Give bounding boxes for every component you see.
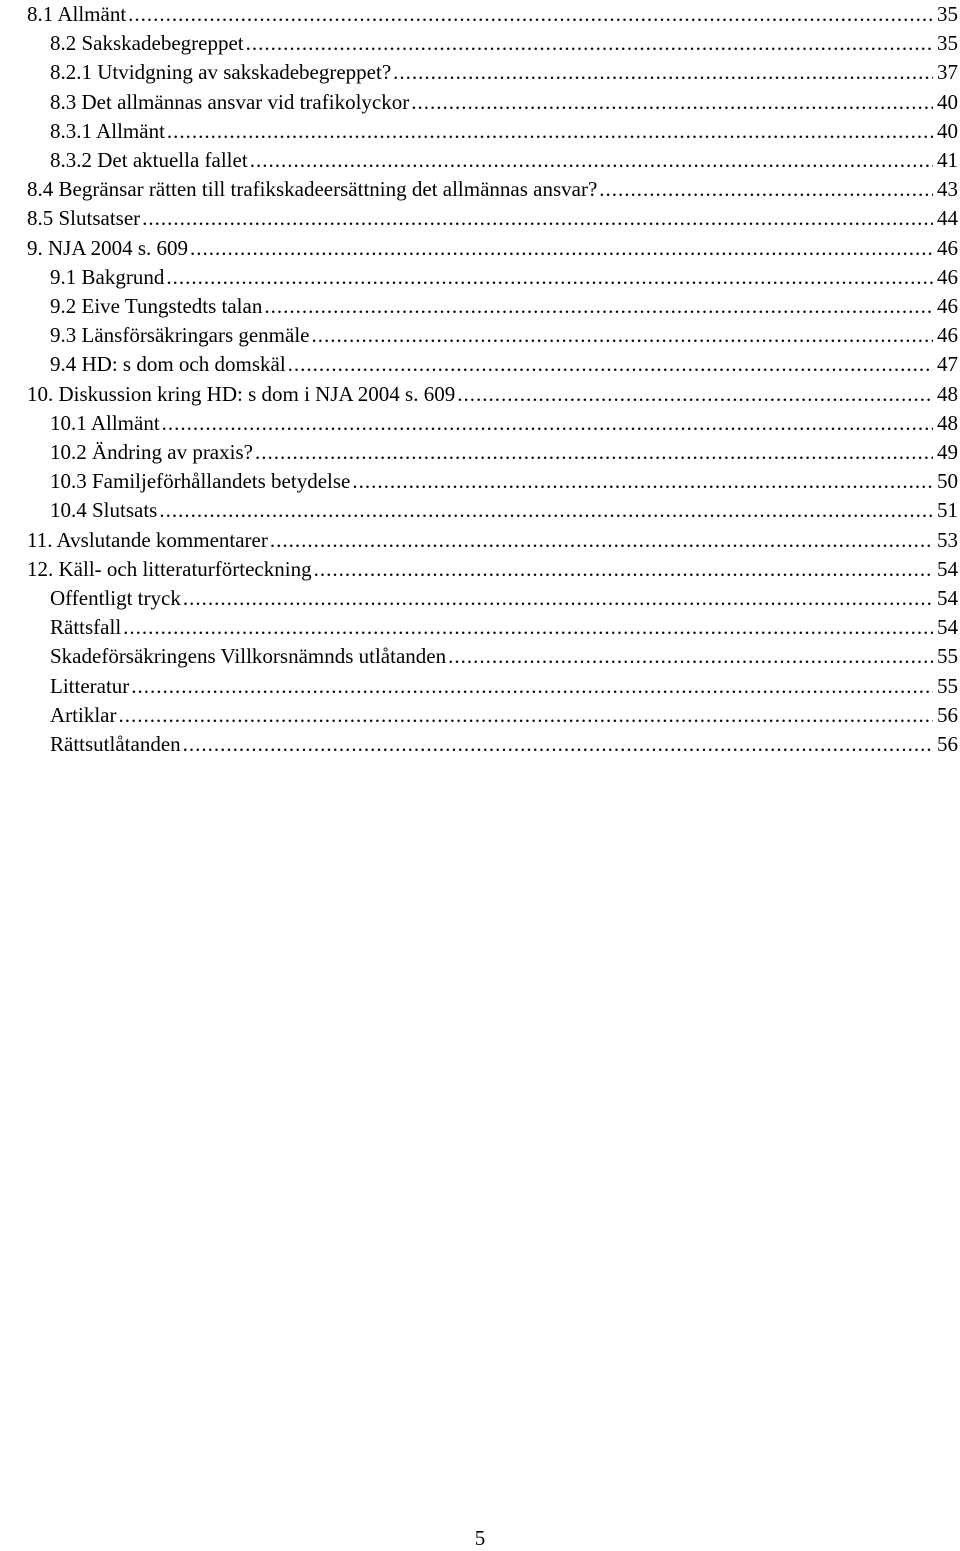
toc-dot-leader [352, 467, 933, 496]
toc-dot-leader [246, 29, 933, 58]
toc-entry-page: 46 [937, 323, 958, 348]
toc-dot-leader [183, 584, 933, 613]
toc-entry-page: 50 [937, 469, 958, 494]
toc-entry[interactable] [50, 672, 958, 701]
toc-dot-leader [183, 730, 933, 759]
toc-entry-title: Litteratur [50, 673, 130, 698]
toc-entry-title: 9. NJA 2004 s. 609 [27, 235, 189, 260]
toc-entry[interactable] [50, 321, 958, 350]
toc-entry[interactable] [50, 701, 958, 730]
toc-entry-page: 46 [937, 294, 958, 318]
toc-entry-page: 35 [937, 31, 958, 56]
toc-dot-leader [255, 438, 933, 467]
toc-entry[interactable] [50, 263, 958, 292]
toc-dot-leader [312, 321, 934, 350]
toc-entry[interactable] [27, 175, 958, 204]
toc-dot-leader [393, 58, 933, 87]
page-number: 5 [474, 1526, 486, 1550]
toc-dot-leader [190, 234, 933, 263]
toc-entry-title: 10.3 Familjeförhållandets betydelse [50, 469, 351, 494]
toc-entry-page: 48 [937, 410, 958, 435]
toc-entry-page: 54 [937, 556, 958, 581]
toc-dot-leader [162, 409, 933, 438]
toc-entry[interactable] [50, 292, 958, 321]
toc-entry-page: 46 [937, 235, 958, 260]
toc-entry-title: 10.2 Ändring av praxis? [50, 440, 253, 464]
toc-entry[interactable] [50, 730, 958, 759]
toc-dot-leader [264, 292, 933, 321]
toc-dot-leader [457, 380, 933, 409]
toc-entry-title: 8.3 Det allmännas ansvar vid trafikolyckor [50, 89, 410, 114]
toc-entry[interactable] [27, 380, 958, 409]
toc-entry-page: 40 [937, 89, 958, 114]
toc-entry-page: 56 [937, 732, 958, 756]
toc-entry-title: Rättsutlåtanden [50, 732, 181, 756]
toc-entry-page: 48 [937, 381, 958, 406]
toc-entry[interactable] [27, 0, 958, 29]
toc-entry-title: 8.2.1 Utvidgning av sakskadebegreppet? [50, 60, 392, 85]
toc-entry-page: 35 [937, 2, 958, 26]
toc-entry[interactable] [50, 467, 958, 496]
toc-entry-page: 40 [937, 118, 958, 143]
toc-entry-page: 55 [937, 644, 958, 669]
toc-dot-leader [118, 701, 933, 730]
toc-entry-page: 37 [937, 60, 958, 85]
toc-entry-page: 53 [937, 527, 958, 552]
toc-entry-page: 54 [937, 615, 958, 640]
toc-entry-title: Artiklar [50, 702, 117, 727]
toc-entry-title: Offentligt tryck [50, 586, 181, 610]
toc-entry-title: 9.1 Bakgrund [50, 264, 165, 289]
toc-dot-leader [270, 526, 933, 555]
toc-entry[interactable] [50, 146, 958, 175]
toc-entry-title: 10. Diskussion kring HD: s dom i NJA 2004 s. 609 [27, 381, 456, 406]
toc-dot-leader [166, 263, 933, 292]
toc-entry-title: Skadeförsäkringens Villkorsnämnds utlåtanden [50, 644, 447, 669]
toc-entry[interactable] [50, 409, 958, 438]
toc-entry[interactable] [27, 204, 958, 233]
toc-entry-title: 8.3.1 Allmänt [50, 118, 165, 143]
toc-entry[interactable] [50, 438, 958, 467]
toc-entry-page: 54 [937, 586, 958, 610]
toc-entry-title: 8.3.2 Det aktuella fallet [50, 148, 248, 172]
toc-entry-page: 51 [937, 498, 958, 523]
toc-entry[interactable] [50, 350, 958, 379]
toc-dot-leader [250, 146, 933, 175]
toc-dot-leader [314, 555, 933, 584]
toc-entry[interactable] [50, 496, 958, 525]
toc-entry[interactable] [50, 88, 958, 117]
toc-dot-leader [159, 496, 933, 525]
toc-dot-leader [123, 613, 933, 642]
toc-entry-page: 46 [937, 264, 958, 289]
toc-dot-leader [411, 88, 933, 117]
toc-entry-title: 8.2 Sakskadebegreppet [50, 31, 244, 56]
toc-entry-title: 12. Käll- och litteraturförteckning [27, 556, 312, 581]
toc-entry[interactable] [50, 584, 958, 613]
toc-entry[interactable] [27, 234, 958, 263]
toc-dot-leader [448, 642, 933, 671]
toc-entry-title: 9.3 Länsförsäkringars genmäle [50, 323, 310, 348]
toc-entry[interactable] [27, 555, 958, 584]
toc-dot-leader [167, 117, 933, 146]
toc-entry-title: 10.4 Slutsats [50, 498, 158, 523]
toc-entry-title: 9.2 Eive Tungstedts talan [50, 294, 263, 318]
toc-entry-page: 49 [937, 440, 958, 464]
toc-dot-leader [131, 672, 933, 701]
toc-entry-title: 9.4 HD: s dom och domskäl [50, 352, 286, 377]
toc-entry-page: 56 [937, 702, 958, 727]
toc-entry[interactable] [50, 29, 958, 58]
toc-dot-leader [142, 204, 933, 233]
toc-entry[interactable] [50, 642, 958, 671]
toc-dot-leader [128, 0, 933, 29]
toc-entry[interactable] [50, 613, 958, 642]
toc-entry-title: Rättsfall [50, 615, 122, 640]
toc-entry-page: 44 [937, 206, 958, 231]
toc-entry-page: 55 [937, 673, 958, 698]
toc-entry-page: 41 [937, 148, 958, 172]
toc-entry-title: 8.5 Slutsatser [27, 206, 141, 231]
toc-entry-title: 11. Avslutande kommentarer [27, 527, 268, 552]
toc-dot-leader [288, 350, 933, 379]
toc-entry-page: 47 [937, 352, 958, 377]
toc-dot-leader [599, 175, 933, 204]
toc-entry-title: 10.1 Allmänt [50, 410, 160, 435]
toc-entry[interactable] [50, 117, 958, 146]
toc-entry-page: 43 [937, 177, 958, 202]
toc-entry-title: 8.4 Begränsar rätten till trafikskadeersättning det allmännas ansvar? [27, 177, 598, 202]
toc-entry[interactable] [50, 58, 958, 87]
toc-entry-title: 8.1 Allmänt [27, 2, 127, 26]
toc-entry[interactable] [27, 526, 958, 555]
